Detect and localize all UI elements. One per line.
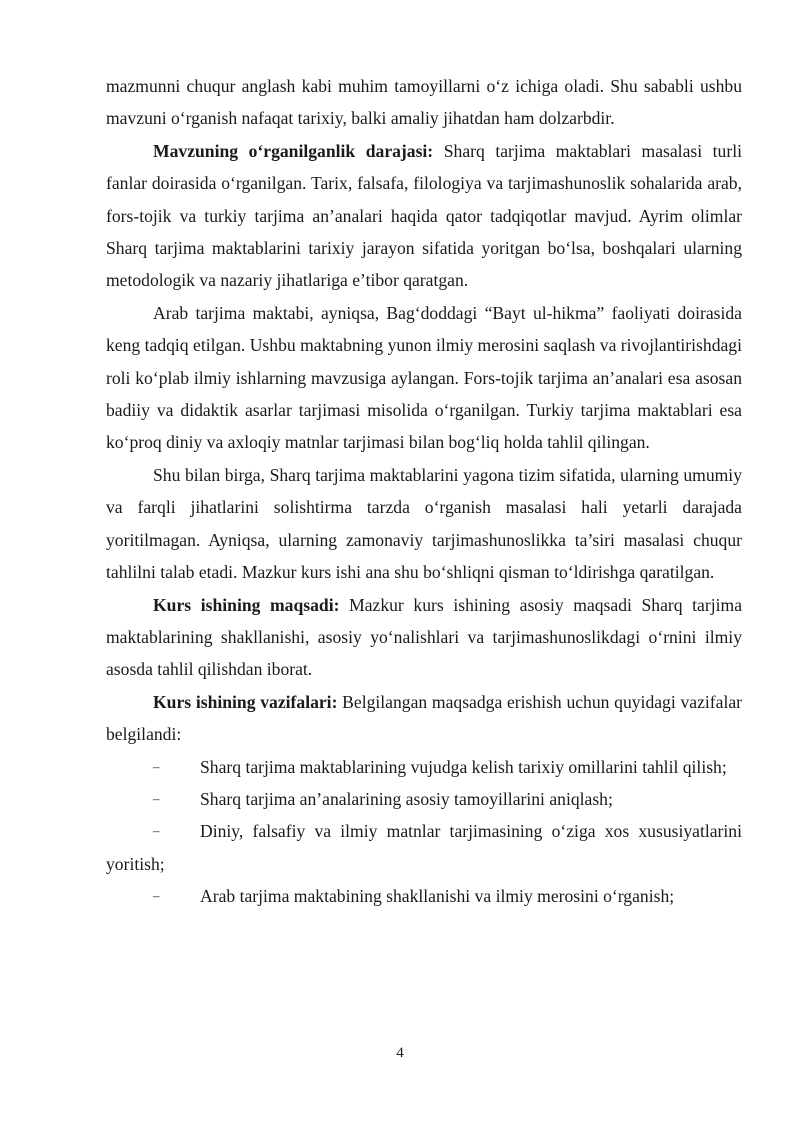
section-heading-goal: Kurs ishining maqsadi:	[153, 594, 340, 615]
bullet-dash-icon: –	[153, 888, 160, 904]
list-item	[106, 751, 742, 783]
paragraph-tasks	[106, 686, 742, 751]
paragraph-unified-system	[106, 459, 742, 589]
paragraph-goal	[106, 589, 742, 686]
paragraph-text: Arab tarjima maktabi, ayniqsa, Bag‘doddagi “Bayt ul-hikma” faoliyati doirasida keng tadqiq etilgan. Ushbu maktabning yunon ilmiy merosini saqlash va rivojlantirishdagi roli ko‘plab ilmiy ishlarning mavzusiga aylangan. Fors-tojik tarjima an’analari esa asosan badiiy va didaktik asarlar tarjimasi misolida o‘rganilgan. Turkiy tarjima maktablari esa ko‘proq diniy va axloqiy matnlar tarjimasi bilan bog‘liq holda tahlil qilingan.	[106, 302, 742, 453]
paragraph-arab-school	[106, 297, 742, 459]
section-heading-research-level: Mavzuning o‘rganilganlik darajasi:	[153, 140, 434, 161]
list-item-text: Sharq tarjima an’analarining asosiy tamoyillarini aniqlash;	[200, 788, 613, 809]
paragraph-text: Mazkur kurs ishining asosiy maqsadi Sharq tarjima maktablarining shakllanishi, asosiy yo‘nalishlari va tarjimashunoslikdagi o‘rnini ilmiy asosda tahlil qilishdan iborat.	[106, 594, 742, 680]
list-item-text: Sharq tarjima maktablarining vujudga kelish tarixiy omillarini tahlil qilish;	[200, 756, 727, 777]
bullet-dash-icon: –	[153, 758, 160, 774]
list-item-text: Diniy, falsafiy va ilmiy matnlar tarjimasining o‘ziga xos xususiyatlarini yoritish;	[106, 821, 742, 874]
page-number: 4	[396, 1045, 404, 1061]
paragraph-text: mazmunni chuqur anglash kabi muhim tamoyillarni o‘z ichiga oladi. Shu sababli ushbu mavzuni o‘rganish nafaqat tarixiy, balki amaliy jihatdan ham dolzarbdir.	[106, 76, 742, 129]
document-page	[106, 70, 742, 913]
list-item	[106, 880, 742, 912]
paragraph-text: Belgilangan maqsadga erishish uchun quyidagi vazifalar belgilandi:	[106, 691, 742, 745]
paragraph-intro-continuation	[106, 70, 742, 135]
bullet-dash-icon: –	[153, 790, 160, 806]
list-item	[106, 783, 742, 815]
list-item	[106, 815, 742, 880]
paragraph-text: Sharq tarjima maktablari masalasi turli fanlar doirasida o‘rganilgan. Tarix, falsafa, filologiya va tarjimashunoslik sohalarida arab, fors-tojik va turkiy tarjima an’analari haqida qator tadqiqotlar mavjud. Ayrim olimlar Sharq tarjima maktablarini tarixiy jarayon sifatida yoritgan bo‘lsa, boshqalari ularning metodologik va nazariy jihatlariga e’tibor qaratgan.	[106, 140, 742, 291]
paragraph-text: Shu bilan birga, Sharq tarjima maktablarini yagona tizim sifatida, ularning umumiy va farqli jihatlarini solishtirma tarzda o‘rganish masalasi hali yetarli darajada yoritilmagan. Ayniqsa, ularning zamonaviy tarjimashunoslikka ta’siri masalasi chuqur tahlilni talab etadi. Mazkur kurs ishi ana shu bo‘shliqni qisman to‘ldirishga qaratilgan.	[106, 464, 742, 583]
paragraph-research-level	[106, 135, 742, 297]
section-heading-tasks: Kurs ishining vazifalari:	[153, 691, 338, 712]
list-item-text: Arab tarjima maktabining shakllanishi va ilmiy merosini o‘rganish;	[200, 886, 675, 907]
bullet-dash-icon: –	[153, 823, 160, 839]
